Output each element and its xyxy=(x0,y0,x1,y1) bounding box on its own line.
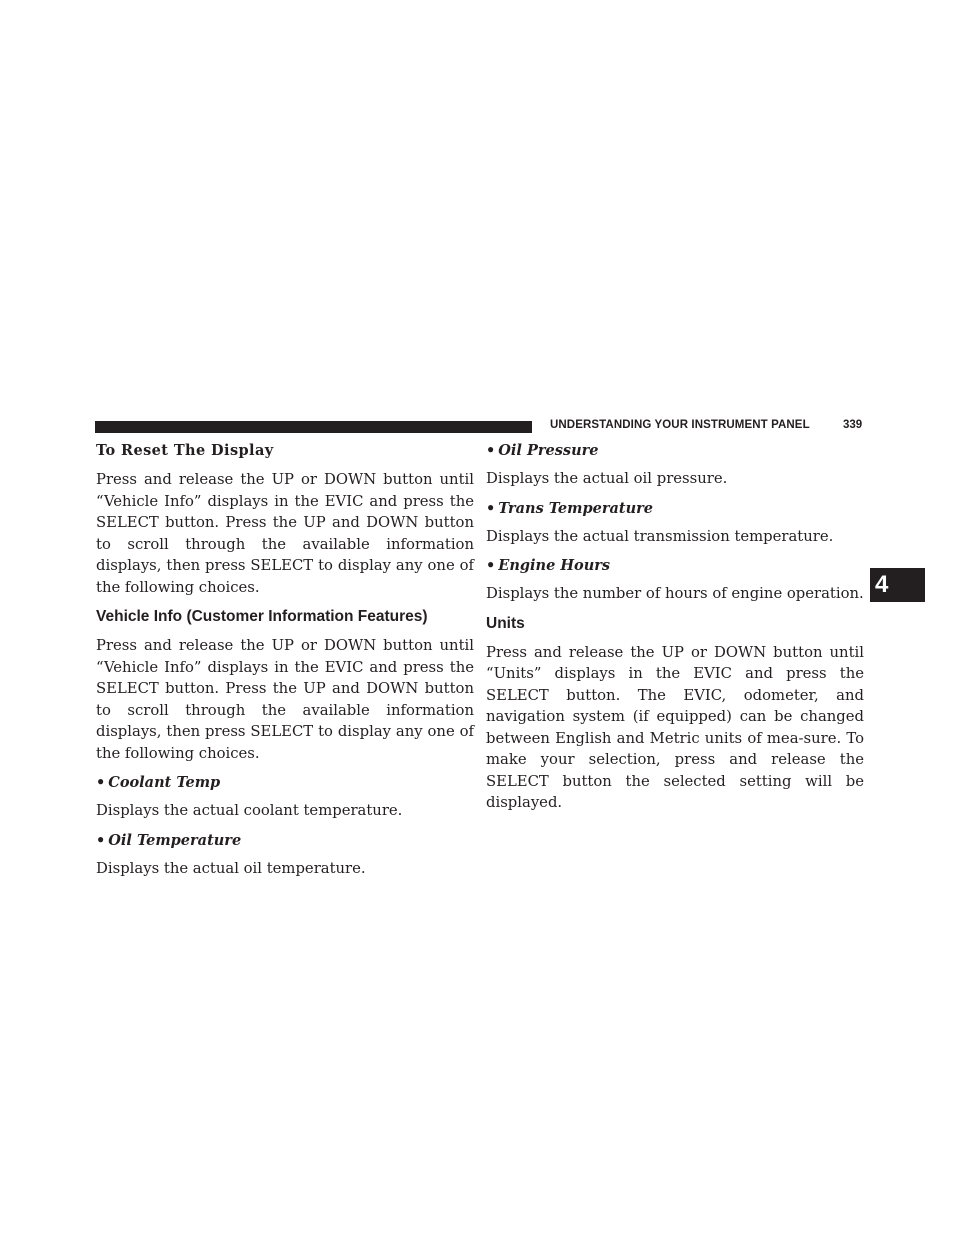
bullet-item-coolant-temp xyxy=(96,772,474,793)
trans-temperature-description: Displays the actual transmission temperature. xyxy=(486,527,834,545)
right-column xyxy=(486,440,864,822)
engine-hours-description: Displays the number of hours of engine operation. xyxy=(486,585,864,602)
bullet-icon: • xyxy=(96,774,106,791)
running-header-title: UNDERSTANDING YOUR INSTRUMENT PANEL xyxy=(550,419,810,431)
units-text: Press and release the UP or DOWN button until “Units” displays in the EVIC and press the SELECT button. The EVIC, odometer, and navigation system (if equipped) can be changed between English and Metric units of mea-sure. To make your selection, press and release the SELECT button the selected setting will be displayed. xyxy=(486,643,864,811)
reset-display-heading: To Reset The Display xyxy=(96,442,274,459)
oil-pressure-description: Displays the actual oil pressure. xyxy=(486,470,728,487)
bullet-item-oil-temperature xyxy=(96,830,474,851)
page-number: 339 xyxy=(843,419,863,431)
bullet-icon: • xyxy=(96,831,106,849)
vehicle-info-text: Press and release the UP or DOWN button until “Vehicle Info” displays in the EVIC and press the SELECT button. Press the UP and DOWN button to scroll through the available information displays, then press SELECT to display any one of the following choices. xyxy=(96,637,474,762)
reset-display-text: Press and release the UP or DOWN button until “Vehicle Info” displays in the EVIC and press the SELECT button. Press the UP and DOWN button to scroll through the available information displays, then press SELECT to display any one of the following choices. xyxy=(96,471,474,596)
bullet-item-engine-hours xyxy=(486,555,864,576)
bullet-item-trans-temperature xyxy=(486,498,864,519)
bullet-label: Oil Temperature xyxy=(108,831,242,849)
bullet-item-oil-pressure xyxy=(486,440,864,461)
left-column xyxy=(96,440,474,887)
bullet-label: Oil Pressure xyxy=(498,442,599,459)
oil-temperature-description: Displays the actual oil temperature. xyxy=(96,859,366,877)
bullet-label: Coolant Temp xyxy=(108,774,221,791)
bullet-icon: • xyxy=(486,499,496,517)
units-heading: Units xyxy=(486,614,525,632)
bullet-label: Engine Hours xyxy=(498,557,611,574)
bullet-icon: • xyxy=(486,557,496,574)
vehicle-info-heading: Vehicle Info (Customer Information Features) xyxy=(96,608,428,625)
chapter-tab: 4 xyxy=(870,568,925,602)
bullet-icon: • xyxy=(486,442,496,459)
coolant-temp-description: Displays the actual coolant temperature. xyxy=(96,802,403,819)
bullet-label: Trans Temperature xyxy=(498,499,654,517)
header-rule xyxy=(95,421,532,433)
